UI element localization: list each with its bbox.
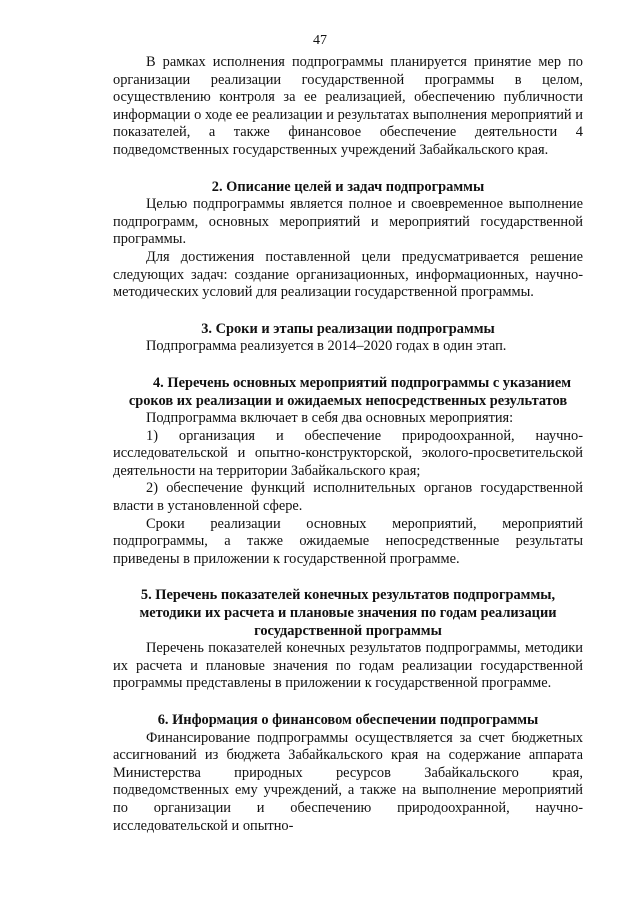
section-3-paragraph-1: Подпрограмма реализуется в 2014–2020 годах в один этап. xyxy=(146,338,507,355)
section-6-heading: 6. Информация о финансовом обеспечении подпрограммы xyxy=(157,712,539,728)
section-5-heading: 5. Перечень показателей конечных результатов подпрограммы, методики их расчета и плановые значения по годам реализации государственной программы xyxy=(139,587,557,639)
section-2-paragraph-2: Для достижения поставленной цели предусматривается решение следующих задач: создание организационных, информационных, научно-методических условий для реализации государственной программы. xyxy=(113,248,583,301)
section-4-paragraph-1: Подпрограмма включает в себя два основных мероприятия: xyxy=(146,410,514,427)
section-2-heading: 2. Описание целей и задач подпрограммы xyxy=(211,178,485,195)
section-4-list-item-1: 1) организация и обеспечение природоохранной, научно-исследовательской и опытно-конструкторской, эколого-просветительской деятельности на территории Забайкальского края; xyxy=(113,427,583,479)
document-body xyxy=(113,54,583,835)
section-3-heading: 3. Сроки и этапы реализации подпрограммы xyxy=(201,320,495,337)
section-4-paragraph-2: Сроки реализации основных мероприятий, мероприятий подпрограммы, а также ожидаемые непосредственные результаты приведены в приложении к государственной программе. xyxy=(113,515,583,567)
section-2-paragraph-1: Целью подпрограммы является полное и своевременное выполнение подпрограмм, основных мероприятий и мероприятий государственной программы. xyxy=(113,196,583,248)
section-5-paragraph-1: Перечень показателей конечных результатов подпрограммы, методики их расчета и плановые значения по годам реализации государственной программы представлены в приложении к государственной программе. xyxy=(113,640,583,692)
intro-paragraph: В рамках исполнения подпрограммы планируется принятие мер по организации реализации государственной программы в целом, осуществлению контроля за ее реализацией, обеспечению публичности информации о ходе ее реализации и результатах выполнения мероприятий и показателей, а также финансовое обеспечение деятельности 4 подведомственных государственных учреждений Забайкальского края. xyxy=(113,54,583,158)
page-number: 47 xyxy=(313,33,327,48)
section-4-list-item-2: 2) обеспечение функций исполнительных органов государственной власти в установленной сфере. xyxy=(113,480,583,515)
section-4-heading: 4. Перечень основных мероприятий подпрограммы с указанием сроков их реализации и ожидаемых непосредственных результатов xyxy=(128,374,572,409)
section-6-paragraph-1: Финансирование подпрограммы осуществляется за счет бюджетных ассигнований из бюджета Забайкальского края на содержание аппарата Министерства природных ресурсов Забайкальского края, подведомственных ему учреждений, а также на выполнение мероприятий по организации и обеспечению природоохранной, научно-исследовательской и опытно- xyxy=(113,729,583,834)
